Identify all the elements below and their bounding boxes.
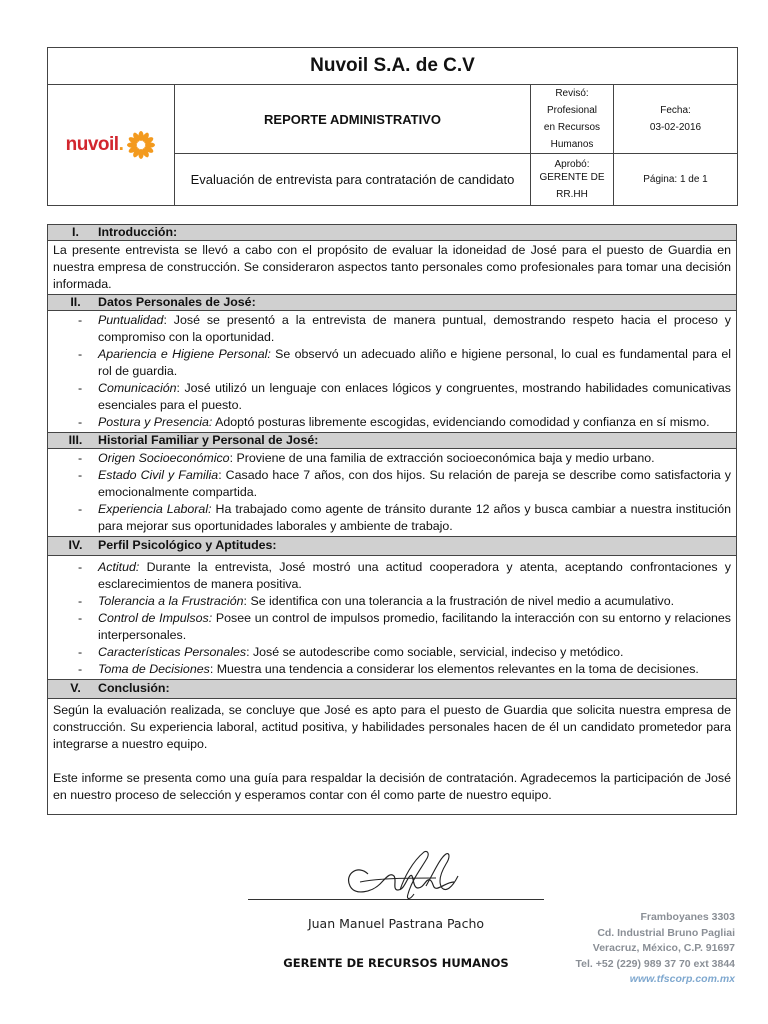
section-title: Perfil Psicológico y Aptitudes: <box>98 538 277 552</box>
list-item <box>53 346 731 380</box>
bullet-dash: - <box>78 502 83 516</box>
personales-list <box>53 312 731 431</box>
section-number: III. <box>68 433 83 447</box>
item-description: Posee un control de impulsos promedio, facilitando la interacción con su entorno y relaciones interpersonales. <box>98 611 731 642</box>
report-subtitle: Evaluación de entrevista para contratación de candidato <box>175 154 531 206</box>
section-title: Historial Familiar y Personal de José: <box>98 433 319 447</box>
aprobo-line2: GERENTE DE <box>539 172 605 183</box>
item-term: Toma de Decisiones <box>98 662 210 676</box>
item-description: Se identifica con una tolerancia a la frustración de nivel medio a acumulativo. <box>247 594 675 608</box>
section-personales-header <box>48 295 737 311</box>
item-separator: : <box>209 662 214 676</box>
section-conclusion-body <box>48 699 737 815</box>
bullet-dash: - <box>78 560 83 574</box>
company-address <box>576 910 735 988</box>
section-intro-body: La presente entrevista se llevó a cabo con el propósito de evaluar la idoneidad de José para el puesto de Guardia en nuestra empresa de construcción. Se consideraron aspectos tanto personales como profesionales para tomar una decisión informada. <box>48 241 737 295</box>
section-number: II. <box>70 295 81 309</box>
list-item <box>53 593 731 610</box>
item-term: Origen Socioeconómico <box>98 451 230 465</box>
item-description: José se presentó a la entrevista de manera puntual, demostrando respeto hacia el proceso y compromiso con la oportunidad. <box>98 313 731 344</box>
item-description: José se autodescribe como sociable, servicial, indeciso y metódico. <box>249 645 624 659</box>
company-name: Nuvoil S.A. de C.V <box>48 48 738 85</box>
logo-text: nuvoil. <box>65 134 124 155</box>
section-perfil-header <box>48 537 737 556</box>
conclusion-paragraph-2: Este informe se presenta como una guía para respaldar la decisión de contratación. Agradecemos la participación de José en nuestro proceso de selección y esperamos contar con él como parte de nuestro equipo. <box>53 771 731 802</box>
item-term: Puntualidad <box>98 313 164 327</box>
bullet-dash: - <box>78 611 83 625</box>
list-item <box>53 661 731 678</box>
item-description: José utilizó un lenguaje con enlaces lógicos y congruentes, mostrando habilidades comunicativas esenciales para el puesto. <box>98 381 731 412</box>
item-term: Comunicación <box>98 381 177 395</box>
item-term: Actitud: <box>98 560 140 574</box>
item-separator: : <box>218 468 222 482</box>
item-separator: : <box>246 645 250 659</box>
bullet-dash: - <box>78 451 83 465</box>
item-term: Control de Impulsos: <box>98 611 213 625</box>
bullet-dash: - <box>78 313 83 327</box>
list-item <box>53 380 731 414</box>
bullet-dash: - <box>78 645 83 659</box>
section-conclusion-header <box>48 680 737 699</box>
item-term: Apariencia e Higiene Personal: <box>98 347 271 361</box>
section-title: Datos Personales de José: <box>98 295 256 309</box>
item-description: Durante la entrevista, José mostró una actitud cooperadora y atenta, aceptando confrontaciones y esclarecimientos de manera positiva. <box>98 560 731 591</box>
address-line-1: Framboyanes 3303 <box>640 911 735 923</box>
aprobo-line3: RR.HH <box>556 189 588 200</box>
section-number: V. <box>70 681 81 695</box>
fecha-cell <box>614 85 738 154</box>
signature-line <box>248 899 544 900</box>
list-item <box>53 610 731 644</box>
report-body <box>47 224 737 815</box>
item-separator: : <box>176 381 180 395</box>
item-description: Muestra una tendencia a considerar los elementos relevantes en la toma de decisiones. <box>213 662 699 676</box>
aprobo-cell <box>531 154 614 206</box>
list-item <box>53 501 731 535</box>
address-website[interactable]: www.tfscorp.com.mx <box>629 973 735 985</box>
bullet-dash: - <box>78 415 83 429</box>
item-description: Se observó un adecuado aliño e higiene personal, lo cual es fundamental para el rol de guardia. <box>98 347 731 378</box>
section-number: I. <box>72 225 79 239</box>
bullet-dash: - <box>78 468 83 482</box>
fecha-value: 03-02-2016 <box>649 122 702 133</box>
handwritten-signature <box>340 848 470 903</box>
list-item <box>53 312 731 346</box>
signer-role: GERENTE DE RECURSOS HUMANOS <box>283 956 509 970</box>
list-item <box>53 467 731 501</box>
section-historial-body <box>48 449 737 537</box>
list-item <box>53 450 731 467</box>
list-item <box>53 414 731 431</box>
bullet-dash: - <box>78 662 83 676</box>
conclusion-paragraph-1: Según la evaluación realizada, se concluye que José es apto para el puesto de Guardia que solicita nuestra empresa de construcción. Su experiencia laboral, actitud positiva, y habilidades personales hacen de él un candidato prometedor para integrarse a nuestro equipo. <box>53 703 731 751</box>
section-title: Conclusión: <box>98 681 170 695</box>
section-title: Introducción: <box>98 225 178 239</box>
item-description: Proviene de una familia de extracción socioeconómica baja y medio urbano. <box>233 451 655 465</box>
bullet-dash: - <box>78 594 83 608</box>
reviso-label: Revisó: Profesional <box>546 88 598 116</box>
item-term: Estado Civil y Familia <box>98 468 219 482</box>
item-term: Tolerancia a la Frustración <box>98 594 244 608</box>
section-personales-body <box>48 311 737 433</box>
address-line-2: Cd. Industrial Bruno Pagliai <box>597 926 735 939</box>
item-term: Experiencia Laboral: <box>98 502 212 516</box>
logo-cell <box>48 85 175 206</box>
reviso-line2: en Recursos <box>543 122 601 133</box>
section-number: IV. <box>68 538 83 552</box>
reviso-cell <box>531 85 614 154</box>
signer-name: Juan Manuel Pastrana Pacho <box>307 916 485 931</box>
list-item <box>53 559 731 593</box>
section-intro-header <box>48 225 737 241</box>
item-separator: : <box>163 313 167 327</box>
item-description: Ha trabajado como agente de tránsito durante 12 años y busca cambiar a nuestra institución para mejorar sus oportunidades laborales y ambiente de trabajo. <box>98 502 732 533</box>
bullet-dash: - <box>78 381 83 395</box>
item-separator: : <box>229 451 234 465</box>
reviso-line3: Humanos <box>550 139 594 150</box>
section-perfil-body <box>48 556 737 680</box>
report-title: REPORTE ADMINISTRATIVO <box>175 85 531 154</box>
item-description: Casado hace 7 años, con dos hijos. Su relación de pareja se describe como satisfactoria y emocionalmente compartida. <box>98 468 731 499</box>
perfil-list <box>53 559 731 678</box>
list-item <box>53 644 731 661</box>
document-header <box>47 47 738 206</box>
nuvoil-logo <box>48 130 174 160</box>
bullet-dash: - <box>78 347 83 361</box>
historial-list <box>53 450 731 535</box>
sun-logo-icon <box>126 130 156 160</box>
aprobo-label: Aprobó: <box>554 159 590 170</box>
item-separator: : <box>243 594 247 608</box>
address-phone: Tel. +52 (229) 989 37 70 ext 3844 <box>575 957 735 970</box>
item-description: Adoptó posturas libremente escogidas, evidenciando comodidad y confianza en sí mismo. <box>212 415 710 429</box>
pagina-cell: Página: 1 de 1 <box>614 154 738 206</box>
item-term: Características Personales <box>98 645 247 659</box>
section-historial-header <box>48 433 737 449</box>
fecha-label: Fecha: <box>660 105 691 116</box>
item-term: Postura y Presencia: <box>98 415 213 429</box>
address-line-3: Veracruz, México, C.P. 91697 <box>592 942 735 954</box>
